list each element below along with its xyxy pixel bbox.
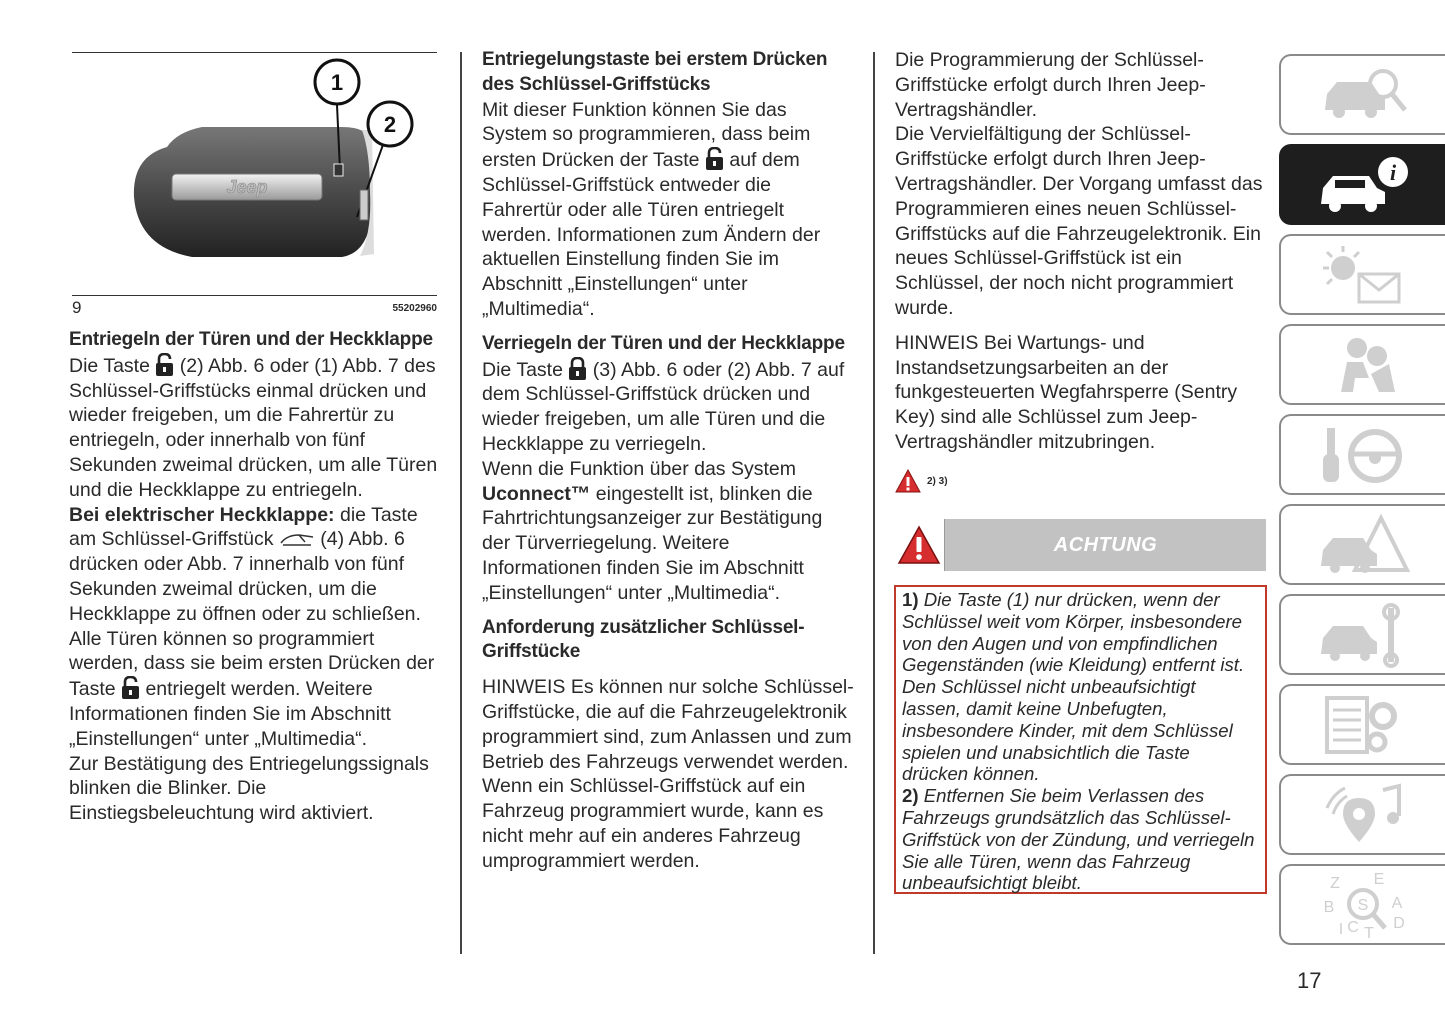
figure-code: 55202960 [392,303,437,314]
lights-message-icon [1313,240,1413,310]
heading-additional-keys: Anforderung zusätzlicher Schlüssel-Griffstücke [482,616,805,663]
svg-text:i: i [1389,159,1397,185]
specs-gear-icon [1313,690,1413,760]
heading-unlock-doors: Entriegeln der Türen und der Heckklappe [69,329,433,350]
index-letter: T [1364,924,1374,940]
key-fob-figure [72,52,437,317]
unlock-icon [121,676,140,700]
car-info-icon [1313,150,1413,220]
tab-car-search[interactable] [1279,54,1445,135]
index-letter: S [1357,896,1369,914]
tab-car-warning[interactable] [1279,504,1445,585]
warning-triangle-icon [895,469,921,493]
tab-car-service[interactable] [1279,594,1445,675]
airbag-seat-icon [1313,330,1413,400]
para-lock: Die Taste (3) Abb. 6 oder (2) Abb. 7 auf dem Schlüssel-Griffstück drücken und wieder freigeben, um alle Türen und die Heckklappe zu verriegeln. [482,358,845,455]
para-program-doors: Alle Türen können so programmiert werden, dass sie beim ersten Drücken der Taste entriegelt werden. Weitere Informationen finden Sie im Abschnitt „Einstellungen“ unter „Multimedia“. [69,627,435,750]
tab-specs-gear[interactable] [1279,684,1445,765]
multimedia-icon [1313,780,1413,850]
index-letter: B [1323,898,1335,916]
achtung-header [894,519,1266,571]
lock-icon [568,357,587,381]
para-programming-dealer: Die Programmierung der Schlüssel-Griffstücke erfolgt durch Ihren Jeep-Vertragshändler. [895,49,1206,121]
key-steering-icon [1313,420,1413,490]
car-warning-icon [1313,510,1413,580]
column-1 [69,328,441,826]
achtung-content [894,585,1267,894]
button-2 [360,190,368,220]
para-power-liftgate: Bei elektrischer Heckklappe: die Taste am Schlüssel-Griffstück (4) Abb. 6 drücken oder Abb. 7 innerhalb von fünf Sekunden zweimal drücken, um die Heckklappe zu öffnen oder zu schließen. [69,503,421,625]
index-letter: Z [1330,874,1340,892]
index-letter: E [1373,870,1385,888]
column-2 [482,48,854,874]
para-note-programming: HINWEIS Es können nur solche Schlüssel-Griffstücke, die auf die Fahrzeugelektronik programmiert sind, zum Anlassen und zum Betrieb des Fahrzeugs verwendet werden. Wenn ein Schlüssel-Griffstück auf ein Fahrzeug programmiert wurde, kann es nicht mehr auf ein anderes Fahrzeug umprogrammiert werden. [482,676,854,872]
tab-key-steering[interactable] [1279,414,1445,495]
key-fob-image [72,52,437,295]
achtung-item-2: 2) Entfernen Sie beim Verlassen des Fahrzeugs grundsätzlich das Schlüssel-Griffstück von der Zündung, und verriegeln Sie alle Türen, wenn das Fahrzeug unbeaufsichtigt bleibt. [902,785,1255,894]
index-letter: A [1391,894,1403,912]
index-search-icon [1313,870,1413,940]
para-uconnect: Wenn die Funktion über das System Uconnect™ eingestellt ist, blinken die Fahrtrichtungsanzeiger zur Bestätigung der Türverriegelung. Weitere Informationen finden Sie im Abschnitt „Einstellungen“ unter „Multimedia“. [482,457,823,604]
column-3 [895,48,1267,455]
figure-bottom-rule [72,295,437,296]
column-divider-2 [873,52,875,954]
index-letter: D [1393,914,1405,932]
figure-top-rule [72,52,437,53]
index-letter: C [1347,918,1359,936]
index-letter: I [1338,920,1344,938]
para-unlock: Die Taste (2) Abb. 6 oder (1) Abb. 7 des Schlüssel-Griffstücks einmal drücken und wieder freigeben, um die Fahrertür zu entriegeln, oder innerhalb von fünf Sekunden zweimal drücken, um alle Türen und die Heckklappe zu entriegeln. [69,354,438,501]
button-1 [334,164,343,176]
tab-car-info[interactable] [1279,144,1445,225]
page-number: 17 [1297,968,1322,993]
achtung-icon-box [894,519,945,571]
warning-references: 2) 3) [895,469,948,493]
tab-index[interactable] [1279,864,1445,945]
heading-first-press: Entriegelungstaste bei erstem Drücken des Schlüssel-Griffstücks [482,49,828,95]
achtung-item-1: 1) Die Taste (1) nur drücken, wenn der Schlüssel weit vom Körper, insbesondere von den Augen und von empfindlichen Gegenständen (wie Kleidung) entfernt ist. Den Schlüssel nicht unbeaufsichtigt lassen, damit keine Unbefugten, insbesondere Kinder, mit dem Schlüssel spielen und unabsichtlich die Taste drücken können. [902,589,1245,785]
para-duplication: Die Vervielfältigung der Schlüssel-Griffstücke erfolgt durch Ihren Jeep-Vertragshändler. Der Vorgang umfasst das Programmieren eines neuen Schlüssel-Griffstücks auf die Fahrzeugelektronik. Ein neues Schlüssel-Griffstück ist ein Schlüssel, der noch nicht programmiert wurde. [895,123,1263,319]
brand-text: Jeep [226,177,268,197]
figure-number: 9 [72,298,82,317]
liftgate-icon [279,533,315,547]
heading-lock-doors: Verriegeln der Türen und der Heckklappe [482,332,845,354]
tab-airbag-seat[interactable] [1279,324,1445,405]
car-service-icon [1313,600,1413,670]
para-first-press: Mit dieser Funktion können Sie das System so programmieren, dass beim ersten Drücken der Taste auf dem Schlüssel-Griffstück entweder die Fahrertür oder alle Türen entriegelt werden. Informationen zum Ändern der aktuellen Einstellung finden Sie im Abschnitt „Einstellungen“ unter „Multimedia“. [482,98,821,320]
para-note-sentry: HINWEIS Bei Wartungs- und Instandsetzungsarbeiten an der funkgesteuerten Wegfahrsperre (Sentry Key) sind alle Schlüssel zum Jeep-Vertragshändler mitzubringen. [895,331,1238,453]
car-search-icon [1313,60,1413,130]
unlock-icon [155,353,174,377]
unlock-icon [705,147,724,171]
column-divider-1 [460,52,462,954]
warning-triangle-icon [897,525,941,565]
callout-1-label: 1 [330,70,344,95]
para-confirmation: Zur Bestätigung des Entriegelungssignals blinken die Blinker. Die Einstiegsbeleuchtung wird aktiviert. [69,752,429,825]
tab-lights-message[interactable] [1279,234,1445,315]
callout-2-label: 2 [383,112,397,137]
achtung-title: ACHTUNG [1053,533,1158,556]
tab-multimedia[interactable] [1279,774,1445,855]
